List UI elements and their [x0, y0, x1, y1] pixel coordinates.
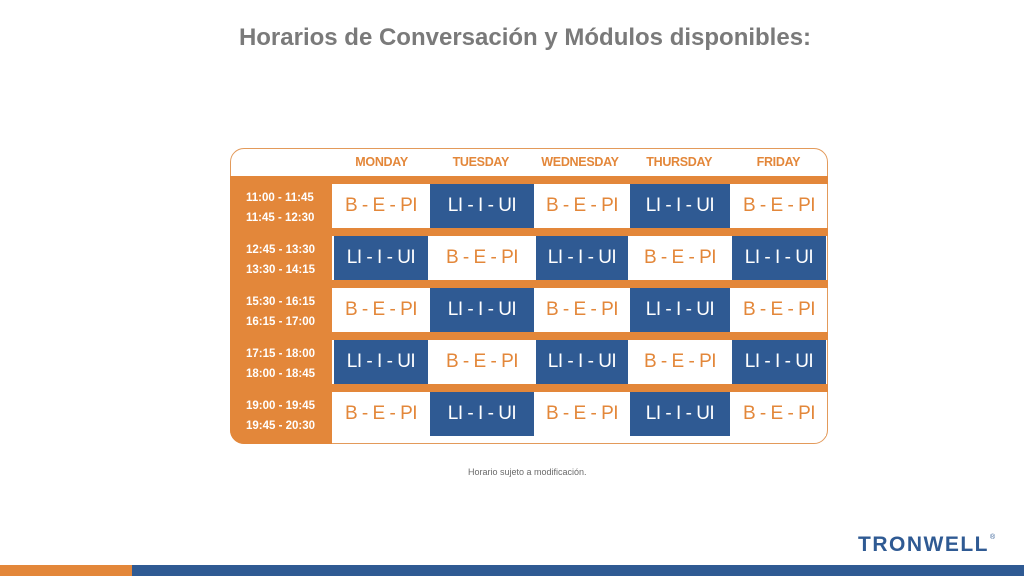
time-range: 17:15 - 18:00	[246, 348, 316, 360]
module-cell: LI - I - UI	[536, 340, 628, 384]
module-cell: LI - I - UI	[630, 184, 730, 228]
time-range: 15:30 - 16:15	[246, 296, 316, 308]
registered-mark: ®	[989, 534, 996, 541]
day-header-friday: FRIDAY	[756, 155, 801, 169]
time-slot	[230, 184, 332, 228]
time-range: 19:45 - 20:30	[246, 420, 316, 432]
schedule-note: Horario sujeto a modificación.	[468, 467, 587, 477]
time-slot	[230, 288, 332, 332]
time-range: 16:15 - 17:00	[246, 316, 316, 328]
time-slot	[230, 236, 332, 280]
time-range: 18:00 - 18:45	[246, 368, 316, 380]
module-cell: B - E - PI	[334, 184, 428, 228]
module-cell: LI - I - UI	[732, 236, 826, 280]
module-cell: LI - I - UI	[334, 236, 428, 280]
time-range: 11:45 - 12:30	[246, 212, 315, 224]
footer-bar-orange	[0, 565, 132, 576]
module-cell: B - E - PI	[430, 236, 534, 280]
module-cell: B - E - PI	[334, 392, 428, 436]
module-cell: LI - I - UI	[536, 236, 628, 280]
module-cell: B - E - PI	[536, 392, 628, 436]
module-cell: B - E - PI	[536, 288, 628, 332]
module-cell: B - E - PI	[630, 340, 730, 384]
row-separator	[332, 228, 828, 236]
row-separator	[332, 280, 828, 288]
module-cell: LI - I - UI	[430, 392, 534, 436]
time-range: 19:00 - 19:45	[246, 400, 316, 412]
time-slot	[230, 340, 332, 384]
module-cell: B - E - PI	[732, 288, 826, 332]
day-header-thursday: THURSDAY	[646, 155, 713, 169]
day-header-row	[332, 148, 828, 176]
module-cell: B - E - PI	[334, 288, 428, 332]
time-range: 11:00 - 11:45	[246, 192, 314, 204]
day-header-monday: MONDAY	[355, 155, 408, 169]
module-cell: LI - I - UI	[630, 392, 730, 436]
module-cell: LI - I - UI	[430, 288, 534, 332]
module-cell: LI - I - UI	[630, 288, 730, 332]
time-slot	[230, 392, 332, 436]
page-title: Horarios de Conversación y Módulos disponibles:	[238, 24, 812, 51]
footer-bar-blue	[132, 565, 1024, 576]
module-cell: B - E - PI	[732, 392, 826, 436]
module-cell: B - E - PI	[630, 236, 730, 280]
logo-text: TRONWELL	[858, 533, 989, 556]
time-range: 12:45 - 13:30	[246, 244, 316, 256]
module-cell: B - E - PI	[732, 184, 826, 228]
day-header-wednesday: WEDNESDAY	[541, 155, 619, 169]
module-cell: LI - I - UI	[334, 340, 428, 384]
row-separator	[332, 384, 828, 392]
module-cell: LI - I - UI	[430, 184, 534, 228]
tronwell-logo	[858, 532, 995, 558]
module-cell: B - E - PI	[536, 184, 628, 228]
schedule-table	[230, 148, 828, 444]
time-range: 13:30 - 14:15	[246, 264, 316, 276]
module-cell: B - E - PI	[430, 340, 534, 384]
module-cell: LI - I - UI	[732, 340, 826, 384]
day-header-tuesday: TUESDAY	[452, 155, 510, 169]
row-separator	[332, 332, 828, 340]
